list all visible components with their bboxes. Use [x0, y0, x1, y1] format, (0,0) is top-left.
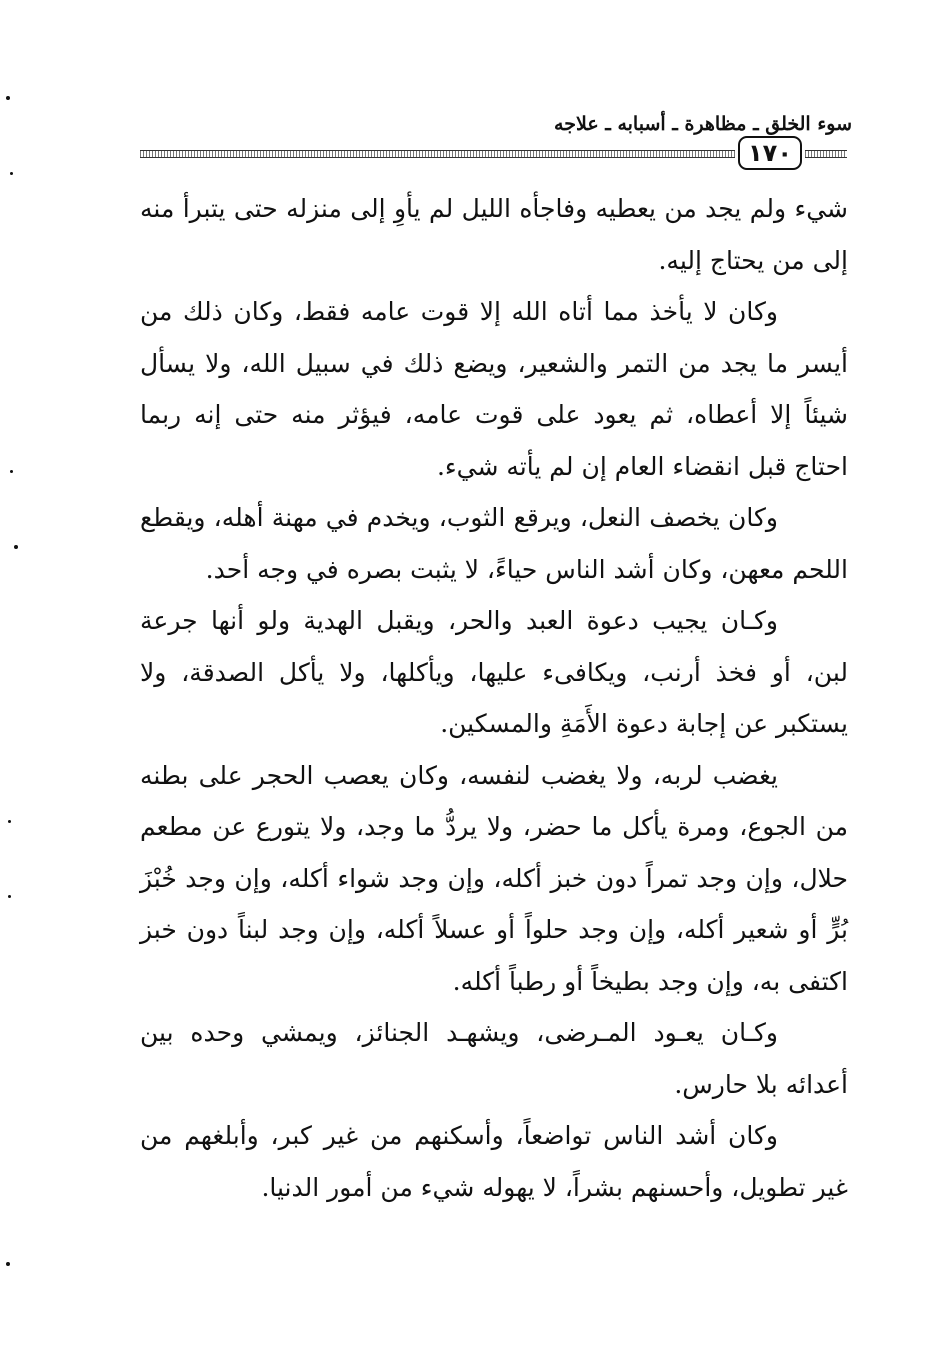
paragraph: وكان لا يأخذ مما أتاه الله إلا قوت عامه فقط، وكان ذلك من أيسر ما يجد من التمر والشعير، ويضع ذلك في سبيل الله، ولا يسأل شيئاً إلا أعطاه، ثم يعود على قوت عامه، فيؤثر منه حتى إنه ربما احتاج قبل انقضاء العام إن لم يأته شيء.: [140, 297, 848, 481]
paragraph: وكان أشد الناس تواضعاً، وأسكنهم من غير كبر، وأبلغهم من غير تطويل، وأحسنهم بشراً، لا يهوله شيء من أمور الدنيا.: [140, 1121, 848, 1202]
paragraph: وكـان يعـود المـرضى، ويشهـد الجنائز، ويمشي وحده بين أعدائه بلا حارس.: [140, 1018, 848, 1099]
paragraph: يغضب لربه، ولا يغضب لنفسه، وكان يعصب الحجر على بطنه من الجوع، ومرة يأكل ما حضر، ولا يردُّ ما وجد، ولا يتورع عن مطعم حلال، وإن وجد تمراً دون خبز أكله، وإن وجد شواء أكله، وإن وجد خُبْزَ بُرٍّ أو شعير أكله، وإن وجد حلواً أو عسلاً أكله، وإن وجد لبناً دون خبز اكتفى به، وإن وجد بطيخاً أو رطباً أكله.: [140, 760, 848, 996]
header-rule: [140, 150, 735, 158]
paragraph: شيء ولم يجد من يعطيه وفاجأه الليل لم يأوِ إلى منزله حتى يتبرأ منه إلى من يحتاج إليه.: [140, 194, 848, 275]
scan-speck: [6, 96, 10, 100]
scan-speck: [10, 172, 13, 175]
running-title: سوء الخلق ـ مظاهرة ـ أسبابه ـ علاجه: [554, 113, 852, 135]
scan-speck: [10, 470, 13, 473]
scan-speck: [8, 895, 11, 898]
paragraph: وكان يخصف النعل، ويرقع الثوب، ويخدم في مهنة أهله، ويقطع اللحم معهن، وكان أشد الناس حياءً، لا يثبت بصره في وجه أحد.: [140, 503, 848, 584]
scan-speck: [6, 1262, 10, 1266]
body-text: [140, 183, 848, 1213]
paragraph: وكـان يجيب دعوة العبد والحر، ويقبل الهدية ولو أنها جرعة لبن، أو فخذ أرنب، ويكافىء عليها، ويأكلها، ولا يأكل الصدقة، ولا يستكبر عن إجابة دعوة الأَمَةِ والمسكين.: [140, 606, 848, 738]
header-rule-short: [805, 150, 847, 158]
scan-speck: [14, 545, 18, 549]
page-number: ١٧٠: [738, 136, 802, 170]
scan-speck: [8, 820, 11, 823]
